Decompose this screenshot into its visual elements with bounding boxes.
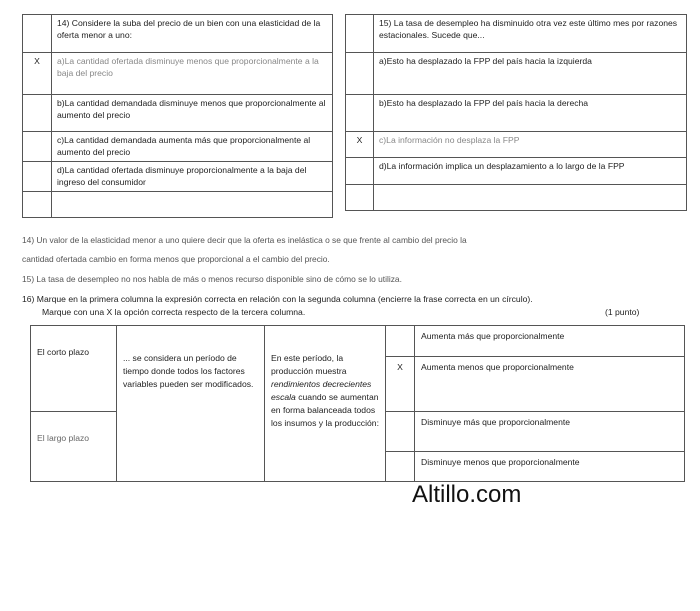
q15-option-b[interactable]: b)Esto ha desplazado la FPP del país hacia la derecha xyxy=(374,95,687,132)
q16-option-2[interactable]: Aumenta menos que proporcionalmente xyxy=(415,357,685,412)
explanation-14-line1: 14) Un valor de la elasticidad menor a uno quiere decir que la oferta es inelástica o se que frente al cambio del precio la xyxy=(22,235,467,245)
q16-points: (1 punto) xyxy=(605,307,640,317)
q15-option-d[interactable]: d)La información implica un desplazamiento a lo largo de la FPP xyxy=(374,158,687,185)
q16-col3-part2: cuando se aumentan en forma balanceada todos los insumos y la producción: xyxy=(271,392,379,428)
q16-col1-long-term[interactable]: El largo plazo xyxy=(31,412,117,482)
q16-col1-short-term[interactable]: El corto plazo xyxy=(31,326,117,412)
q14-header: 14) Considere la suba del precio de un bien con una elasticidad de la oferta menor a uno: xyxy=(52,15,333,53)
q15-option-a-mark[interactable] xyxy=(346,53,374,95)
q15-option-c-mark[interactable]: X xyxy=(346,132,374,158)
explanation-14-line2: cantidad ofertada cambio en forma menos que proporcional a el cambio del precio. xyxy=(22,254,330,264)
q14-option-d-mark[interactable] xyxy=(23,162,52,192)
q16-col2: ... se considera un período de tiempo donde todos los factores variables pueden ser modificados. xyxy=(117,326,265,482)
q16-option-4-mark[interactable] xyxy=(386,452,415,482)
q15-empty-mark xyxy=(346,185,374,211)
q16-instruction-line2: Marque con una X la opción correcta respecto de la tercera columna. xyxy=(42,307,306,317)
q16-option-3-mark[interactable] xyxy=(386,412,415,452)
q16-option-1-mark[interactable] xyxy=(386,326,415,357)
q14-option-b-mark[interactable] xyxy=(23,95,52,132)
q16-col3 xyxy=(265,326,386,482)
q16-option-4[interactable]: Disminuye menos que proporcionalmente xyxy=(415,452,685,482)
question-14-table xyxy=(22,14,333,218)
q16-instruction-line1: 16) Marque en la primera columna la expresión correcta en relación con la segunda columna (encierre la frase correcta en un círculo). xyxy=(22,294,533,304)
q14-option-a-mark[interactable]: X xyxy=(23,53,52,95)
q14-option-c-mark[interactable] xyxy=(23,132,52,162)
explanation-15: 15) La tasa de desempleo no nos habla de más o menos recurso disponible sino de cómo se lo utiliza. xyxy=(22,274,402,284)
altillo-logo: Altillo.com xyxy=(412,481,522,508)
q14-option-c[interactable]: c)La cantidad demandada aumenta más que proporcionalmente al aumento del precio xyxy=(52,132,333,162)
q14-option-d[interactable]: d)La cantidad ofertada disminuye proporcionalmente a la baja del ingreso del consumidor xyxy=(52,162,333,192)
question-16-table xyxy=(30,325,685,482)
q15-option-d-mark[interactable] xyxy=(346,158,374,185)
q15-option-b-mark[interactable] xyxy=(346,95,374,132)
q15-option-a[interactable]: a)Esto ha desplazado la FPP del país hacia la izquierda xyxy=(374,53,687,95)
q15-option-c[interactable]: c)La información no desplaza la FPP xyxy=(374,132,687,158)
q16-col3-part1: En este período, la producción muestra xyxy=(271,353,347,376)
q15-empty-cell xyxy=(374,185,687,211)
q14-option-a[interactable]: a)La cantidad ofertada disminuye menos que proporcionalmente a la baja del precio xyxy=(52,53,333,95)
q16-col3-italic: rendimientos decrecientes escala xyxy=(271,379,372,402)
q14-mark-header xyxy=(23,15,52,53)
q14-empty-mark xyxy=(23,192,52,218)
q14-option-b[interactable]: b)La cantidad demandada disminuye menos que proporcionalmente al aumento del precio xyxy=(52,95,333,132)
q16-option-2-mark[interactable]: X xyxy=(386,357,415,412)
q15-mark-header xyxy=(346,15,374,53)
q16-option-1[interactable]: Aumenta más que proporcionalmente xyxy=(415,326,685,357)
question-15-table xyxy=(345,14,687,211)
q16-option-3[interactable]: Disminuye más que proporcionalmente xyxy=(415,412,685,452)
q15-header: 15) La tasa de desempleo ha disminuido otra vez este último mes por razones estacionales. Sucede que... xyxy=(374,15,687,53)
q14-empty-cell xyxy=(52,192,333,218)
